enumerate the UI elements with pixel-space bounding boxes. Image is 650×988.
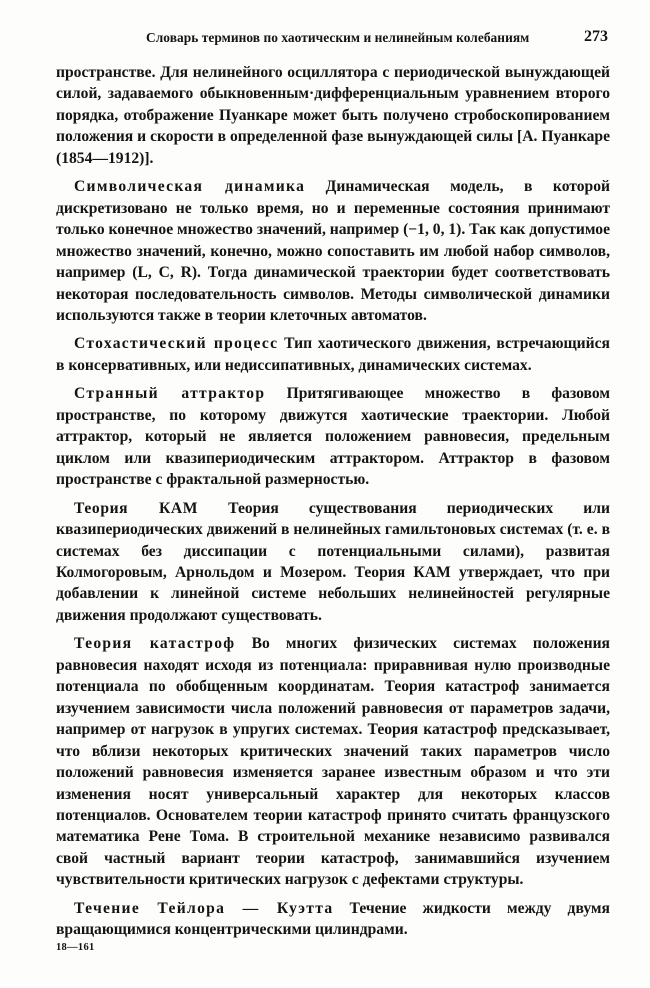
glossary-entry-kam-theory (56, 498, 610, 627)
glossary-definition: Динамическая модель, в которой дискретизовано не только время, но и переменные состояния принимают только конечное множество значений, например (−1, 0, 1). Так как допустимое множество значений, конечно, можно сопоставить им любой набор символов, например (L, C, R). Тогда динамической траектории будет соответствовать некоторая последовательность символов. Методы символической динамики используются также в теории клеточных автоматов. (56, 178, 610, 324)
continued-paragraph (56, 62, 610, 169)
glossary-term: Символическая динамика (74, 178, 306, 196)
glossary-entry-catastrophe-theory (56, 633, 610, 890)
glossary-definition: Тип хаотического движения, встречающийся в консервативных, или недиссипативных, динамических системах. (56, 335, 610, 374)
book-page (56, 0, 610, 988)
glossary-entry-strange-attractor (56, 383, 610, 490)
glossary-term: Странный аттрактор (74, 385, 266, 403)
running-head (56, 30, 610, 52)
glossary-term: Теория КАМ (74, 499, 199, 517)
running-title: Словарь терминов по хаотическим и нелинейным колебаниям (146, 30, 530, 45)
glossary-definition: Притягивающее множество в фазовом пространстве, по которому движутся хаотические траектории. Любой аттрактор, который не является положением равновесия, предельным циклом или квазипериодическим аттрактором. Аттрактор в фазовом пространстве с фрактальной размерностью. (56, 385, 610, 489)
paragraph-text: пространстве. Для нелинейного осциллятора с периодической вынуждающей силой, задаваемого обыкновенным·дифференциальным уравнением второго порядка, отображение Пуанкаре может быть получено стробоскопированием положения и скорости в определенной фазе вынуждающей силы [А. Пуанкаре (1854—1912)]. (56, 64, 610, 167)
glossary-entry-taylor-couette-flow (56, 898, 610, 941)
glossary-term: Течение Тейлора — Куэтта (74, 899, 334, 917)
glossary-definition: Во многих физических системах положения равновесия находят исходя из потенциала: приравнивая нулю производные потенциала по обобщенным координатам. Теория катастроф занимается изучением зависимости числа положений равновесия от параметров задачи, например от нагрузок в упругих системах. Теория катастроф предсказывает, что вблизи некоторых критических значений таких параметров число положений равновесия изменяется заранее известным образом и что эти изменения носят универсальный характер для некоторых классов потенциалов. Основателем теории катастроф принято считать французского математика Рене Тома. В строительной механике независимо развивался свой частный вариант теории катастроф, занимавшийся изучением чувствительности критических нагрузок с дефектами структуры. (56, 635, 610, 889)
printer-signature-mark: 18—161 (56, 942, 95, 953)
glossary-entry-symbolic-dynamics (56, 176, 610, 326)
page-number: 273 (584, 28, 608, 45)
glossary-entry-stochastic-process (56, 333, 610, 376)
glossary-definition: Течение жидкости между двумя вращающимися концентрическими цилиндрами. (56, 899, 610, 939)
page-content (56, 62, 610, 948)
glossary-definition: Теория существования периодических или квазипериодических движений в нелинейных гамильтоновых системах (т. е. в системах без диссипации с потенциальными силами), развитая Колмогоровым, Арнольдом и Мозером. Теория КАМ утверждает, что при добавлении к линейной системе небольших нелинейностей регулярные движения продолжают существовать. (56, 499, 610, 624)
glossary-term: Теория катастроф (74, 635, 236, 653)
glossary-term: Стохастический процесс (74, 335, 279, 353)
